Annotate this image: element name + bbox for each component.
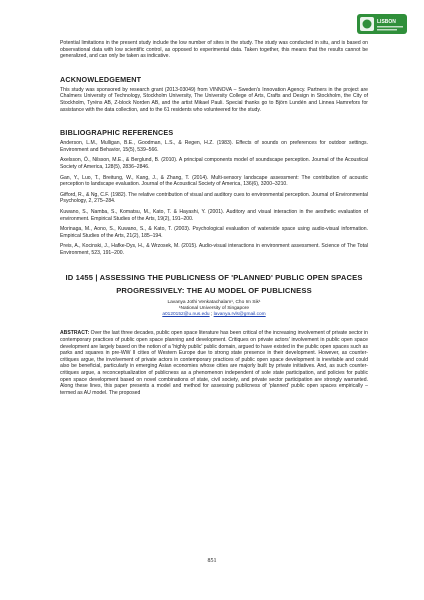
reference-item: Morinaga, M., Aono, S., Kuwano, S., & Kato, T. (2003). Psychological evaluation of waterside space using audio-visual information. Empirical Studies of the Arts, 21(2), 185–194. — [60, 226, 368, 239]
abstract-paragraph — [60, 330, 368, 396]
limitations-paragraph: Potential limitations in the present study include the low number of sites in the study. The study was conducted in situ, and is based on observational data with low scientific control, as opposed to experimental data. Taken together, this means that the results cannot be generalized, and can only be taken as indicative. — [60, 40, 368, 60]
email-separator: ; — [209, 312, 214, 318]
abstract-text: Over the last three decades, public open space literature has been critical of the increasing involvement of private sector in contemporary practices of public open space planning and development. Critiques on private actors' involvement in public open space development are largely based on the notion of a 'highly public' public domain, argued to have existed in the public open spaces such as parks and squares in pre-WW II cities of Western Europe due to strong state presence in their development. However, as counter-critiques argue, the involvement of private actors in contemporary practices of public open space development is inevitable and could also be beneficial, particularly in emerging Asian economies whose cities are majorly built by private initiatives. And, as such counter-critiques argue, a reconceptualization of publicness as a phenomenon independent of sole state participation, and policies for public open space development based on novel combinations of state, civil society, and private sector participation are strongly warranted. Along these lines, this paper presents a model and method for assessing publicness of 'planned' public open spaces empirically – termed as AU model. The proposed — [60, 330, 368, 396]
paper-authors: Lavanya Jothi Venkatachalam¹, Cho Im Sik¹ — [167, 300, 261, 306]
reference-item: Gan, Y., Luo, T., Breitung, W., Kang, J., & Zhang, T. (2014). Multi-sensory landscape assessment: The contribution of acoustic perception to landscape evaluation. Journal of the Acoustical Society of America, 136(6), 3200–3210. — [60, 174, 368, 188]
paper-affiliation: ¹National University of Singapore — [178, 306, 250, 312]
acknowledgement-heading: ACKNOWLEDGEMENT — [60, 74, 142, 84]
references-heading: BIBLIOGRAPHIC REFERENCES — [60, 128, 174, 138]
reference-item: Preis, A., Kocinski, J., Hafke-Dys, H., & Wrzosek, M. (2015). Audio-visual interactions in environment assessment. Science of The Total Environment, 523, 191–200. — [60, 243, 368, 256]
author-email-link[interactable]: a0120152@u.nus.edu — [162, 312, 210, 318]
paper-title: ID 1455 | ASSESSING THE PUBLICNESS OF 'PLANNED' PUBLIC OPEN SPACES PROGRESSIVELY: THE AU MODEL OF PUBLICNESS — [65, 273, 363, 295]
page-content — [60, 40, 368, 396]
abstract-label: ABSTRACT: — [60, 330, 91, 337]
acknowledgement-text: This study was sponsored by research grant (2013-03049) from VINNOVA – Sweden's Innovation Agency. Partners in the project are Chalmers University of Technology, Stockholm University, The University College of Arts, Crafts and Design in Stockholm, the City of Stockholm, Tyréns AB, Z-block Norden AB, and the artist Mikael Pauli. Special thanks go to Björn Lundén and Linnea Hamrefors for assistance with the data collection, and to the 61 residents who volunteered for the study. — [60, 86, 368, 113]
reference-item: Anderson, L.M., Mulligan, B.E., Goodman, L.S., & Regen, H.Z. (1983). Effects of sounds on preferences for outdoor settings. Environment and Behavior, 15(5), 539–566. — [60, 140, 368, 153]
author-email-link[interactable]: lavanya.rvls@gmail.com — [213, 312, 266, 318]
logo-text: LISBON — [377, 19, 396, 25]
reference-item: Axelsson, Ö., Nilsson, M.E., & Berglund, B. (2010). A principal components model of soundscape perception. Journal of the Acoustical Society of America, 128(5), 2836–2846. — [60, 157, 368, 170]
lisbon-conference-logo — [357, 12, 407, 36]
reference-item: Gifford, R., & Ng, C.F. (1982). The relative contribution of visual and auditory cues to environmental perception. Journal of Environmental Psychology, 2, 275–284. — [60, 191, 368, 205]
reference-item: Kuwano, S., Namba, S., Komatsu, M., Kato, T. & Hayashi, Y. (2001). Auditory and visual interaction in the aesthetic evaluation of environment. Empirical Studies of the Arts, 19(2), 191–200. — [60, 208, 368, 222]
page-number: 851 — [207, 558, 217, 564]
